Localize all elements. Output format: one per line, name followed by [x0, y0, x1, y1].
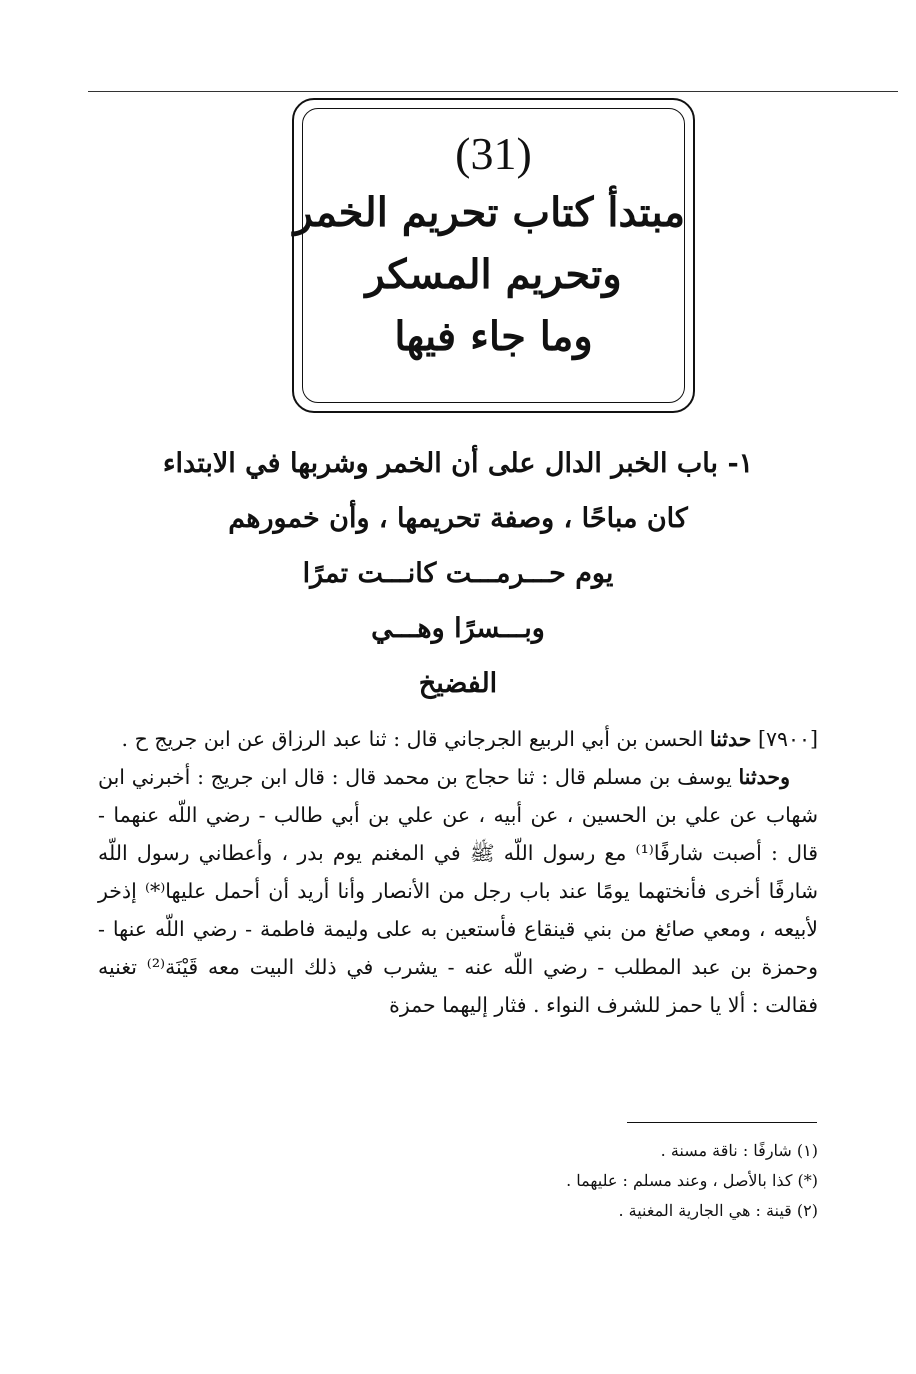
chapter-title-line-3: وما جاء فيها [394, 313, 593, 360]
hadith-paragraph-1 [98, 720, 818, 758]
section-heading-line-1: ١- باب الخبر الدال على أن الخمر وشربها في الابتداء [162, 448, 754, 479]
hadith-paragraph-2 [98, 758, 818, 1024]
chapter-title-box [293, 126, 685, 368]
section-heading-line-3: يوم حـــرمـــت كانـــت تمرًا [302, 558, 614, 589]
footnote-2: (٢) قينة : هي الجارية المغنية . [618, 1201, 818, 1220]
narration-keyword: حدثنا [709, 727, 752, 751]
narration-keyword: وحدثنا [738, 765, 790, 789]
footnote-separator [627, 1122, 817, 1123]
section-heading-line-5: الفضيخ [418, 668, 498, 699]
footnotes [566, 1136, 818, 1226]
paragraph-text: يوسف بن مسلم قال : ثنا حجاج بن محمد قال : قال ابن جريج : أخبرني ابن شهاب عن علي بن الحسين ، عن أبيه ، عن علي بن أبي طالب - رضي اللّه عنهما - قال : أصبت شارفًا⁽¹⁾ مع رسول اللّه ﷺ في المغنم يوم بدر ، وأعطاني رسول اللّه شارفًا أخرى فأنختهما يومًا عند باب رجل من الأنصار وأنا أريد أن أحمل عليها⁽*⁾ إذخر لأبيعه ، ومعي صائغ من بني قينقاع فأستعين به على وليمة فاطمة - رضي اللّه عنها - وحمزة بن عبد المطلب - رضي اللّه عنه - يشرب في ذلك البيت معه قَيْنَة⁽²⁾ تغنيه فقالت : ألا يا حمز للشرف النواء . فثار إليهما حمزة [98, 765, 819, 1017]
section-heading-line-4: وبـــسرًا وهـــي [371, 613, 545, 644]
chapter-title-line-2: وتحريم المسكر [365, 251, 622, 298]
paragraph-text: الحسن بن أبي الربيع الجرجاني قال : ثنا عبد الرزاق عن ابن جريج ح . [121, 727, 704, 751]
footnote-1: (١) شارفًا : ناقة مسنة . [660, 1141, 818, 1160]
section-heading-line-2: كان مباحًا ، وصفة تحريمها ، وأن خمورهم [228, 503, 688, 534]
footnote-star: (*) كذا بالأصل ، وعند مسلم : عليهما . [566, 1171, 818, 1190]
chapter-title-line-1: مبتدأ كتاب تحريم الخمر [293, 189, 685, 236]
hadith-text [98, 720, 818, 1024]
hadith-number: [٧٩٠٠] [757, 727, 818, 751]
header-rule [88, 91, 898, 92]
chapter-number: (31) [455, 128, 532, 179]
